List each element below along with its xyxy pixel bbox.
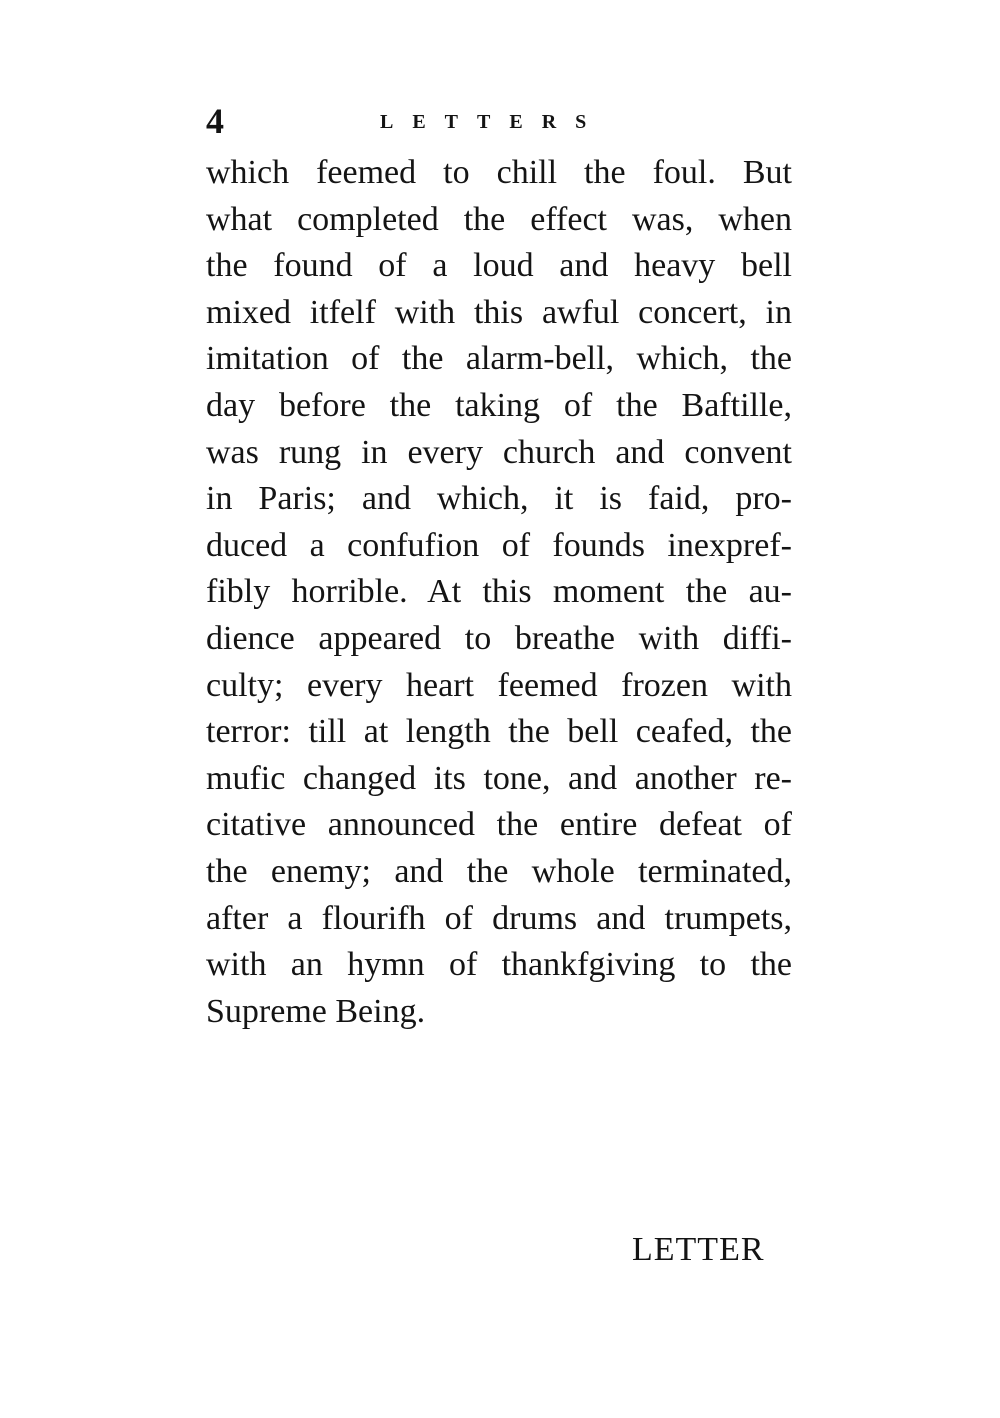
- text-line: was rung in every church and convent: [206, 433, 792, 471]
- catchword: LETTER: [632, 1231, 765, 1268]
- text-line: dience appeared to breathe with diffi-: [206, 619, 792, 657]
- text-line: the found of a loud and heavy bell: [206, 247, 792, 285]
- running-head: LETTERS: [380, 111, 606, 133]
- text-line: fibly horrible. At this moment the au-: [206, 573, 792, 611]
- text-line: in Paris; and which, it is faid, pro-: [206, 480, 792, 518]
- text-line: with an hymn of thankfgiving to the: [206, 946, 792, 984]
- body-text: [206, 150, 792, 1035]
- page-number: 4: [206, 101, 224, 141]
- text-line: what completed the effect was, when: [206, 200, 792, 238]
- text-line: duced a confufion of founds inexpref-: [206, 526, 792, 564]
- text-line: which feemed to chill the foul. But: [206, 154, 792, 191]
- text-line: mufic changed its tone, and another re-: [206, 759, 792, 797]
- text-line-last: Supreme Being.: [206, 992, 426, 1030]
- text-line: terror: till at length the bell ceafed, the: [206, 713, 792, 751]
- text-line: mixed itfelf with this awful concert, in: [206, 293, 792, 331]
- text-line: citative announced the entire defeat of: [206, 806, 792, 844]
- text-line: culty; every heart feemed frozen with: [206, 666, 792, 704]
- text-line: the enemy; and the whole terminated,: [206, 852, 792, 890]
- page-header: [206, 103, 626, 139]
- text-line: day before the taking of the Baftille,: [206, 386, 792, 424]
- text-line: after a flourifh of drums and trumpets,: [206, 899, 792, 937]
- text-line: imitation of the alarm-bell, which, the: [206, 340, 792, 378]
